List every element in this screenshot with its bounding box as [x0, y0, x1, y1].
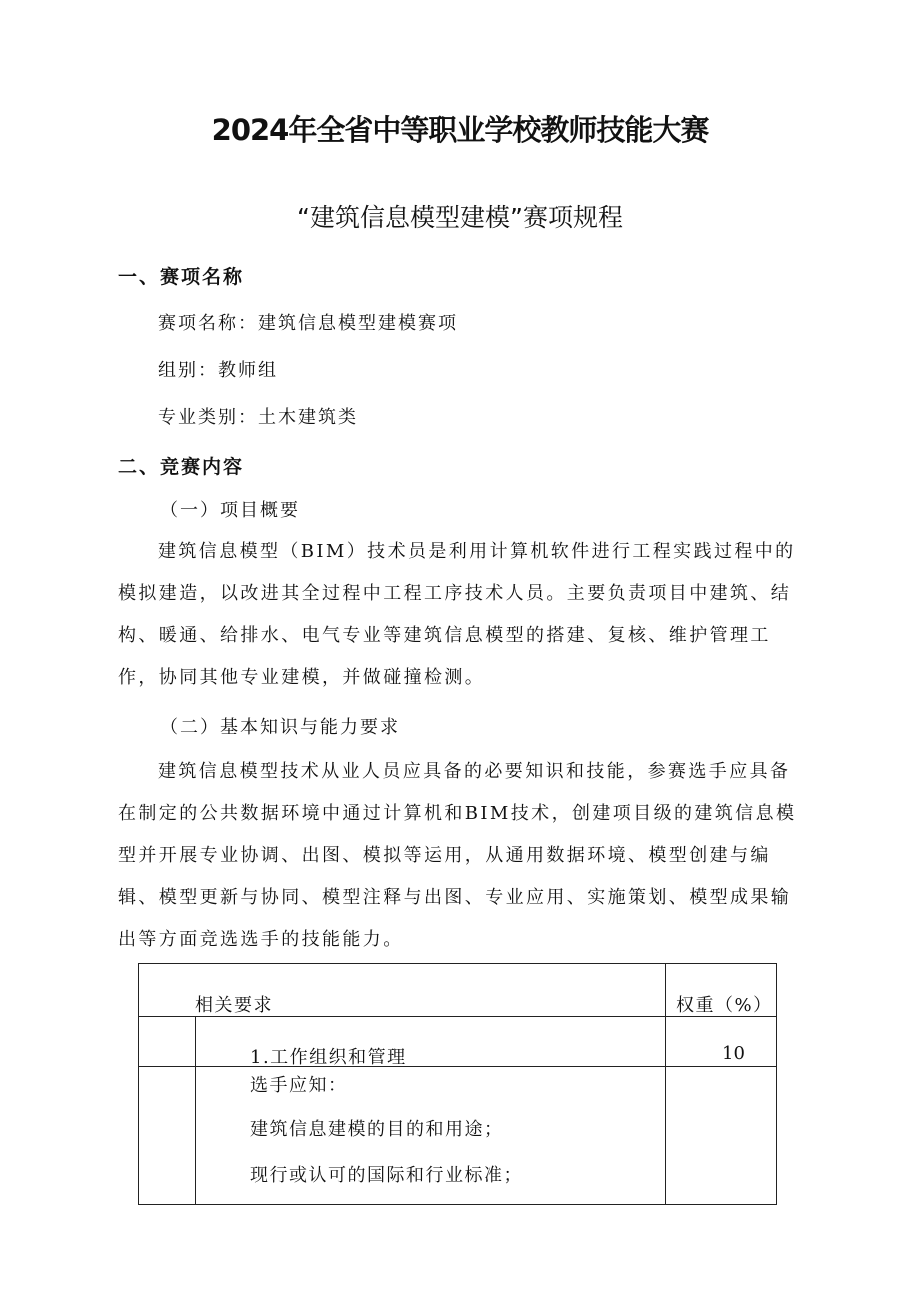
document-title: 2024年全省中等职业学校教师技能大赛 [211, 113, 709, 147]
category-line: 专业类别：土木建筑类 [158, 407, 358, 428]
row2-line-3: 现行或认可的国际和行业标准； [250, 1165, 523, 1186]
row2-content-cell [196, 1067, 666, 1205]
section2-heading: 二、竞赛内容 [118, 456, 245, 478]
header-weight-label: 权重（%） [676, 995, 773, 1016]
row2-weight-cell [666, 1067, 777, 1205]
row1-weight-cell [666, 1017, 777, 1067]
row2-index-cell [139, 1067, 196, 1205]
row2-line-2: 建筑信息建模的目的和用途； [250, 1119, 504, 1140]
requirements-paragraph: 建筑信息模型技术从业人员应具备的必要知识和技能，参赛选手应具备在制定的公共数据环境中通过计算机和BIM技术，创建项目级的建筑信息模型并开展专业协调、出图、模拟等运用，从通用数据环境、模型创建与编辑、模型更新与协同、模型注释与出图、专业应用、实施策划、模型成果输出等方面竞选选手的技能能力。 [118, 761, 797, 950]
row1-item-cell [196, 1017, 666, 1067]
row1-index-cell [139, 1017, 196, 1067]
subsection-requirements-heading: （二）基本知识与能力要求 [160, 717, 400, 738]
header-requirements-label: 相关要求 [195, 995, 273, 1016]
header-weight-cell [666, 964, 777, 1017]
requirements-table [138, 963, 777, 1205]
table-row [139, 1067, 777, 1205]
row1-item-label: 1.工作组织和管理 [250, 1047, 407, 1068]
row1-weight-value: 10 [722, 1043, 745, 1064]
subsection-overview-heading: （一）项目概要 [160, 500, 300, 521]
group-line: 组别：教师组 [158, 360, 278, 381]
contest-name-line: 赛项名称：建筑信息模型建模赛项 [158, 313, 458, 334]
table-row [139, 1017, 777, 1067]
document-subtitle: “建筑信息模型建模”赛项规程 [297, 203, 623, 232]
header-requirements-cell [139, 964, 666, 1017]
row2-line-1: 选手应知： [250, 1075, 348, 1096]
section1-heading: 一、赛项名称 [118, 266, 245, 288]
table-header-row [139, 964, 777, 1017]
overview-paragraph: 建筑信息模型（BIM）技术员是利用计算机软件进行工程实践过程中的模拟建造，以改进其全过程中工程工序技术人员。主要负责项目中建筑、结构、暖通、给排水、电气专业等建筑信息模型的搭建、复核、维护管理工作，协同其他专业建模，并做碰撞检测。 [118, 541, 796, 688]
